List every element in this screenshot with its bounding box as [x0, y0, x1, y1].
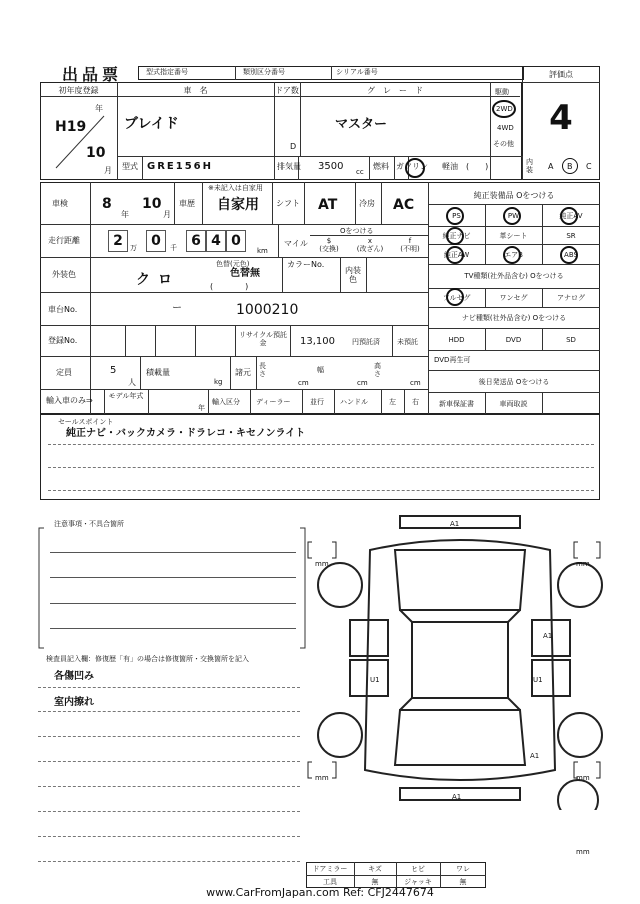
first-reg-month: 10 [86, 145, 106, 161]
interior-b: B [567, 162, 573, 171]
recycle-paid: 円預託済 [352, 338, 380, 346]
mark-right-fender: A1 [543, 632, 553, 640]
mileage-digit-2: 0 [151, 233, 161, 249]
dvd-label: DVD再生可 [434, 356, 471, 364]
mark-left-door: U1 [370, 676, 380, 684]
fuel-diesel: 軽油 [442, 162, 458, 171]
equip-ps-circle [446, 207, 464, 225]
displacement-unit: cc [356, 168, 364, 176]
mileage-man: 万 [130, 244, 137, 252]
mm-fl: mm [315, 560, 329, 568]
legend-tools: 工具 [323, 878, 337, 886]
recycle-label: リサイクル預託金 [238, 331, 288, 347]
fuel-paren: ( ) [466, 162, 489, 171]
mark-right-door: U1 [533, 676, 543, 684]
drive-label: 駆動 [495, 88, 509, 96]
ac-label: 冷房 [359, 199, 375, 208]
width-label: 幅 [317, 366, 324, 374]
legend-tools-value: 無 [371, 878, 379, 886]
legend-scratch: キズ [368, 865, 382, 873]
score-label: 評価点 [549, 70, 573, 79]
chassis-dash: ー [172, 303, 182, 314]
mileage-digit-4: 4 [211, 233, 221, 249]
import-parallel: 並行 [310, 398, 324, 406]
mm-rl: mm [315, 774, 329, 782]
capacity-value: 5 [110, 365, 117, 376]
car-diagram [300, 510, 620, 810]
inspection-month-unit: 月 [163, 210, 171, 219]
drive-other: その他 [493, 140, 514, 148]
model-label: 型式 [122, 162, 138, 171]
meter-opt-exchange: $ (交換) [319, 237, 339, 253]
grade-label: グ レ ー ド [367, 86, 423, 95]
mileage-digit-3: 6 [191, 233, 201, 249]
load-unit: kg [214, 378, 223, 386]
mile-label: マイル [284, 239, 308, 248]
mileage-sen: 千 [170, 244, 177, 252]
interior-c: C [586, 162, 592, 171]
first-reg-label: 初年度登録 [58, 86, 99, 95]
legend-mirror: ドアミラー [312, 865, 348, 873]
equip-navi: 純正ナビ [442, 232, 471, 240]
month-unit: 月 [104, 166, 112, 175]
interior-a: A [548, 162, 554, 171]
color-label: 外装色 [52, 270, 76, 279]
recycle-value: 13,100 [300, 336, 335, 347]
recolor-label: 色替(元色) [216, 260, 250, 268]
equipment-title: 純正装備品 Oをつける [473, 191, 555, 200]
drive-2wd: 2WD [496, 105, 513, 113]
load-label: 積載量 [146, 368, 170, 377]
equip-navi-circle [446, 227, 464, 245]
serial-label: シリアル番号 [336, 68, 378, 76]
equip-leather: 革シート [499, 232, 528, 240]
navi-sd: SD [566, 336, 576, 344]
length-unit: cm [298, 379, 309, 387]
displacement-value: 3500 [318, 161, 344, 172]
inspection-label: 車検 [52, 199, 68, 208]
first-reg-slash [50, 112, 110, 172]
reg-no-label: 登録No. [48, 336, 78, 345]
navi-title: ナビ種類(社外品含む) Oをつける [461, 314, 567, 322]
equip-airbag: エアB [504, 251, 523, 259]
legend-jack-value: 無 [459, 878, 467, 886]
mm-spare: mm [576, 848, 590, 856]
car-name-value: ブレイド [124, 116, 179, 132]
handle-left: 左 [389, 398, 396, 406]
shift-label: シフト [276, 199, 300, 208]
door-d: D [290, 142, 297, 151]
height-unit: cm [410, 379, 421, 387]
later-warranty: 新車保証書 [439, 400, 474, 408]
capacity-label: 定員 [56, 368, 72, 377]
equip-sr: SR [566, 232, 576, 240]
ruibetsu-label: 類別区分番号 [243, 68, 285, 76]
mm-fr: mm [576, 560, 590, 568]
tv-title: TV種類(社外品含む) Oをつける [464, 272, 564, 280]
mark-front-bumper: A1 [450, 520, 460, 528]
mileage-km: km [257, 247, 268, 255]
note-item-2: 室内擦れ [54, 697, 94, 708]
meter-opt-unknown: f (不明) [400, 237, 420, 253]
navi-hdd: HDD [448, 336, 465, 344]
recycle-unpaid: 未預託 [397, 338, 418, 346]
equip-aw-circle [446, 246, 464, 264]
interior-b-circle [562, 158, 578, 174]
dims-label: 諸元 [235, 368, 251, 377]
chassis-value: 1000210 [236, 302, 299, 318]
tv-oneseg: ワンセグ [499, 294, 528, 302]
tv-fullseg: フルセグ [442, 294, 471, 302]
equip-abs: ABS [564, 251, 578, 259]
inspection-year: 8 [102, 196, 112, 212]
height-label: 高さ [374, 362, 381, 378]
sales-point-block [40, 414, 600, 500]
watermark: www.CarFromJapan.com Ref: CFJ2447674 [206, 886, 434, 899]
interior-label: 内装 [526, 158, 533, 174]
meter-opt-tamper: x (改ざん) [356, 237, 384, 253]
page-title: 出品票 [62, 65, 123, 84]
mileage-digit-1: 2 [113, 233, 123, 249]
navi-dvd: DVD [505, 336, 522, 344]
fuel-gas: ガソリン [396, 162, 428, 171]
equip-av: 純正AV [559, 212, 583, 220]
shift-value: AT [318, 197, 338, 213]
history-note: ※未記入は自家用 [208, 184, 263, 192]
history-label: 車歴 [179, 199, 195, 208]
drive-4wd: 4WD [497, 124, 514, 132]
score-value: 4 [549, 98, 573, 138]
color-value: クロ [136, 272, 180, 288]
mileage-label: 走行距離 [48, 236, 80, 245]
capacity-unit: 人 [128, 378, 136, 387]
model-year-suffix: 年 [198, 404, 205, 412]
first-reg-era: H19 [55, 119, 87, 135]
legend-break: ワレ [456, 865, 470, 873]
katashiki-label: 型式指定番号 [146, 68, 188, 76]
equip-ps: PS [452, 212, 461, 220]
later-title: 後日発送品 Oをつける [478, 378, 550, 386]
mark-right-quarter: A1 [530, 752, 540, 760]
width-unit: cm [357, 379, 368, 387]
model-year-label: モデル年式 [108, 392, 144, 400]
ac-value: AC [393, 197, 415, 213]
import-type-label: 輸入区分 [212, 398, 240, 406]
import-dealer: ディーラー [256, 398, 291, 406]
equip-aw: 純正AW [443, 251, 470, 259]
equip-airbag-circle [503, 246, 521, 264]
recolor-value: 色替無 [230, 268, 260, 279]
sales-point-text: 純正ナビ・バックカメラ・ドラレコ・キセノンライト [66, 428, 306, 439]
tv-analog: アナログ [557, 294, 585, 302]
equip-pw: PW [507, 212, 520, 220]
doors-label: ドア数 [275, 86, 299, 95]
history-value: 自家用 [217, 197, 259, 213]
legend-jack: ジャッキ [404, 878, 432, 886]
inspection-month: 10 [142, 196, 162, 212]
recolor-paren: ( ) [210, 282, 249, 291]
handle-label: ハンドル [340, 398, 368, 406]
import-label: 輸入車のみ⇒ [46, 396, 93, 405]
color-no-label: カラーNo. [287, 260, 325, 269]
later-manual: 車両取説 [499, 400, 528, 408]
note-item-1: 各傷凹み [54, 671, 94, 682]
mileage-digit-5: 0 [231, 233, 241, 249]
fuel-gas-circle [405, 158, 425, 178]
mark-rear-bumper: A1 [452, 793, 462, 801]
fuel-label: 燃料 [373, 162, 389, 171]
equip-pw-circle [503, 207, 521, 225]
equip-av-circle [560, 207, 578, 225]
car-name-label: 車 名 [183, 86, 208, 95]
legend-crack: ヒビ [411, 865, 425, 873]
tv-fullseg-circle [446, 288, 464, 306]
inspection-year-unit: 年 [121, 210, 129, 219]
grade-value: マスター [335, 117, 388, 132]
inspector-label: 検査員記入欄：修復歴「有」の場合は修復箇所・交換箇所を記入 [46, 655, 249, 663]
year-unit: 年 [95, 104, 103, 113]
chassis-label: 車台No. [48, 305, 78, 314]
mm-rr: mm [576, 774, 590, 782]
caution-bracket [38, 527, 306, 649]
equip-abs-circle [560, 246, 578, 264]
length-label: 長さ [259, 362, 266, 378]
interior-color-label: 内装色 [345, 266, 361, 284]
caution-label: 注意事項・不具合箇所 [54, 520, 124, 528]
displacement-label: 排気量 [277, 162, 301, 171]
handle-right: 右 [412, 398, 419, 406]
meter-circle-label: Oをつける [340, 227, 374, 235]
sales-point-label: セールスポイント [58, 418, 114, 426]
model-value: GRE156H [147, 161, 213, 172]
